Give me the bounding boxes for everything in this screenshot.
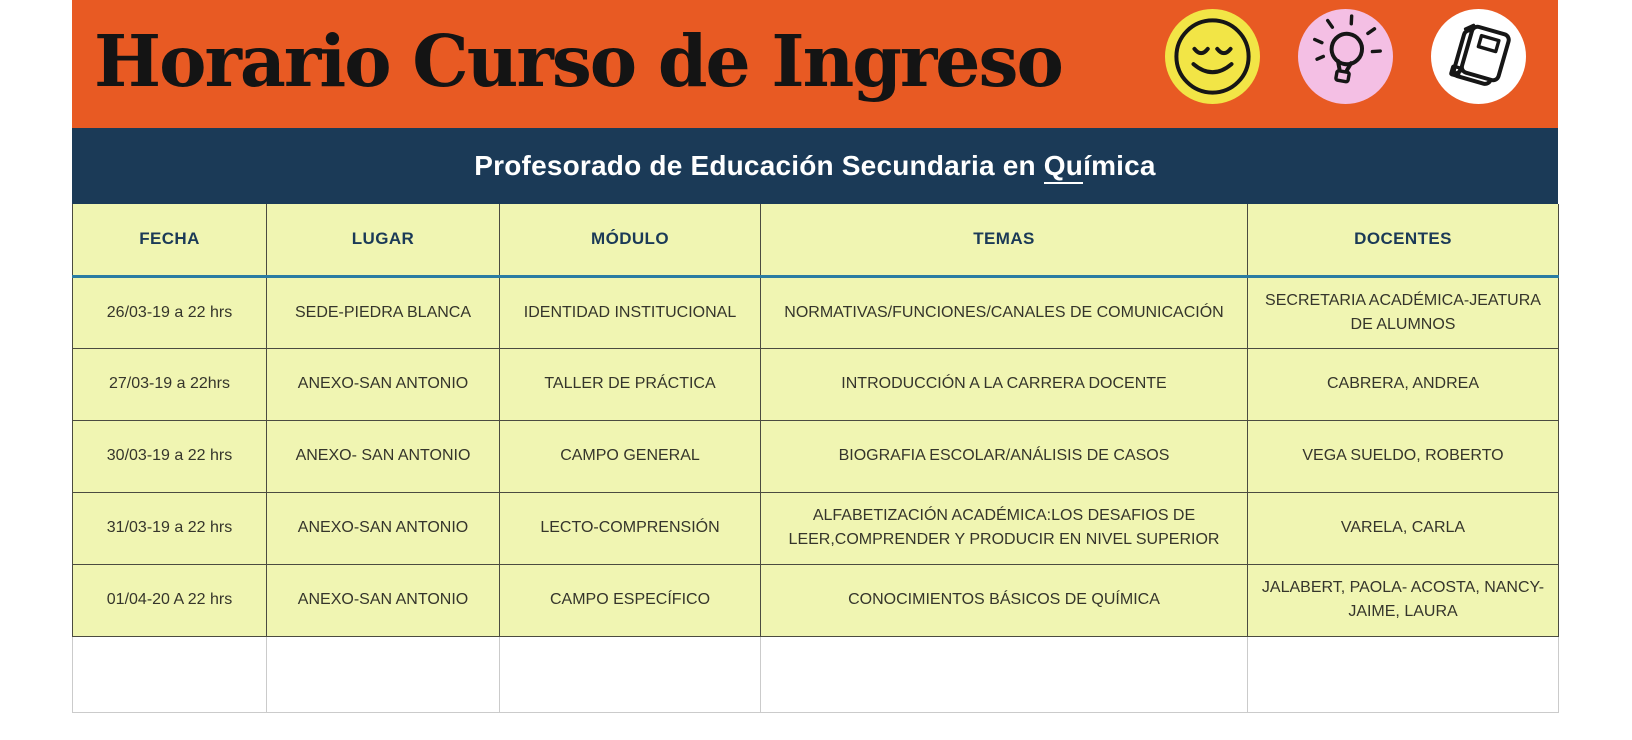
title-band [72, 0, 1558, 128]
empty-cell [73, 636, 267, 712]
cell-modulo: LECTO-COMPRENSIÓN [500, 492, 761, 564]
table-row [73, 564, 1559, 636]
book-icon [1431, 9, 1526, 104]
schedule-table [72, 204, 1559, 713]
empty-cell [761, 636, 1248, 712]
cell-temas: CONOCIMIENTOS BÁSICOS DE QUÍMICA [761, 564, 1248, 636]
empty-table-row [73, 636, 1559, 712]
decorative-icon-row [1165, 9, 1526, 104]
cell-lugar: ANEXO- SAN ANTONIO [267, 420, 500, 492]
smiley-face-icon [1165, 9, 1260, 104]
subtitle-suffix: ímica [1083, 150, 1156, 181]
cell-modulo: TALLER DE PRÁCTICA [500, 348, 761, 420]
cell-docentes: JALABERT, PAOLA- ACOSTA, NANCY-JAIME, LAURA [1248, 564, 1559, 636]
cell-temas: NORMATIVAS/FUNCIONES/CANALES DE COMUNICACIÓN [761, 276, 1248, 348]
cell-fecha: 27/03-19 a 22hrs [73, 348, 267, 420]
cell-docentes: SECRETARIA ACADÉMICA-JEATURA DE ALUMNOS [1248, 276, 1559, 348]
cell-temas: ALFABETIZACIÓN ACADÉMICA:LOS DESAFIOS DE LEER,COMPRENDER Y PRODUCIR EN NIVEL SUPERIOR [761, 492, 1248, 564]
cell-lugar: SEDE-PIEDRA BLANCA [267, 276, 500, 348]
cell-docentes: VARELA, CARLA [1248, 492, 1559, 564]
table-row [73, 420, 1559, 492]
cell-temas: BIOGRAFIA ESCOLAR/ANÁLISIS DE CASOS [761, 420, 1248, 492]
table-row [73, 348, 1559, 420]
cell-lugar: ANEXO-SAN ANTONIO [267, 564, 500, 636]
column-header-modulo: MÓDULO [500, 204, 761, 276]
column-header-temas: TEMAS [761, 204, 1248, 276]
column-header-lugar: LUGAR [267, 204, 500, 276]
empty-cell [1248, 636, 1559, 712]
cell-lugar: ANEXO-SAN ANTONIO [267, 348, 500, 420]
cell-modulo: CAMPO ESPECÍFICO [500, 564, 761, 636]
cell-lugar: ANEXO-SAN ANTONIO [267, 492, 500, 564]
cell-fecha: 31/03-19 a 22 hrs [73, 492, 267, 564]
cell-fecha: 01/04-20 A 22 hrs [73, 564, 267, 636]
table-row [73, 492, 1559, 564]
cell-fecha: 26/03-19 a 22 hrs [73, 276, 267, 348]
column-header-docentes: DOCENTES [1248, 204, 1559, 276]
cell-modulo: CAMPO GENERAL [500, 420, 761, 492]
subtitle-underlined-part: Qu [1044, 150, 1083, 184]
cell-docentes: VEGA SUELDO, ROBERTO [1248, 420, 1559, 492]
table-header-row [73, 204, 1559, 276]
column-header-fecha: FECHA [73, 204, 267, 276]
table-row [73, 276, 1559, 348]
program-banner [72, 128, 1558, 204]
content-area [72, 0, 1558, 713]
cell-modulo: IDENTIDAD INSTITUCIONAL [500, 276, 761, 348]
cell-fecha: 30/03-19 a 22 hrs [73, 420, 267, 492]
cell-docentes: CABRERA, ANDREA [1248, 348, 1559, 420]
page-title: Horario Curso de Ingreso [94, 18, 1062, 103]
subtitle-prefix: Profesorado de Educación Secundaria en [474, 150, 1044, 181]
empty-cell [500, 636, 761, 712]
cell-temas: INTRODUCCIÓN A LA CARRERA DOCENTE [761, 348, 1248, 420]
empty-cell [267, 636, 500, 712]
program-subtitle [474, 150, 1155, 182]
lightbulb-icon [1298, 9, 1393, 104]
